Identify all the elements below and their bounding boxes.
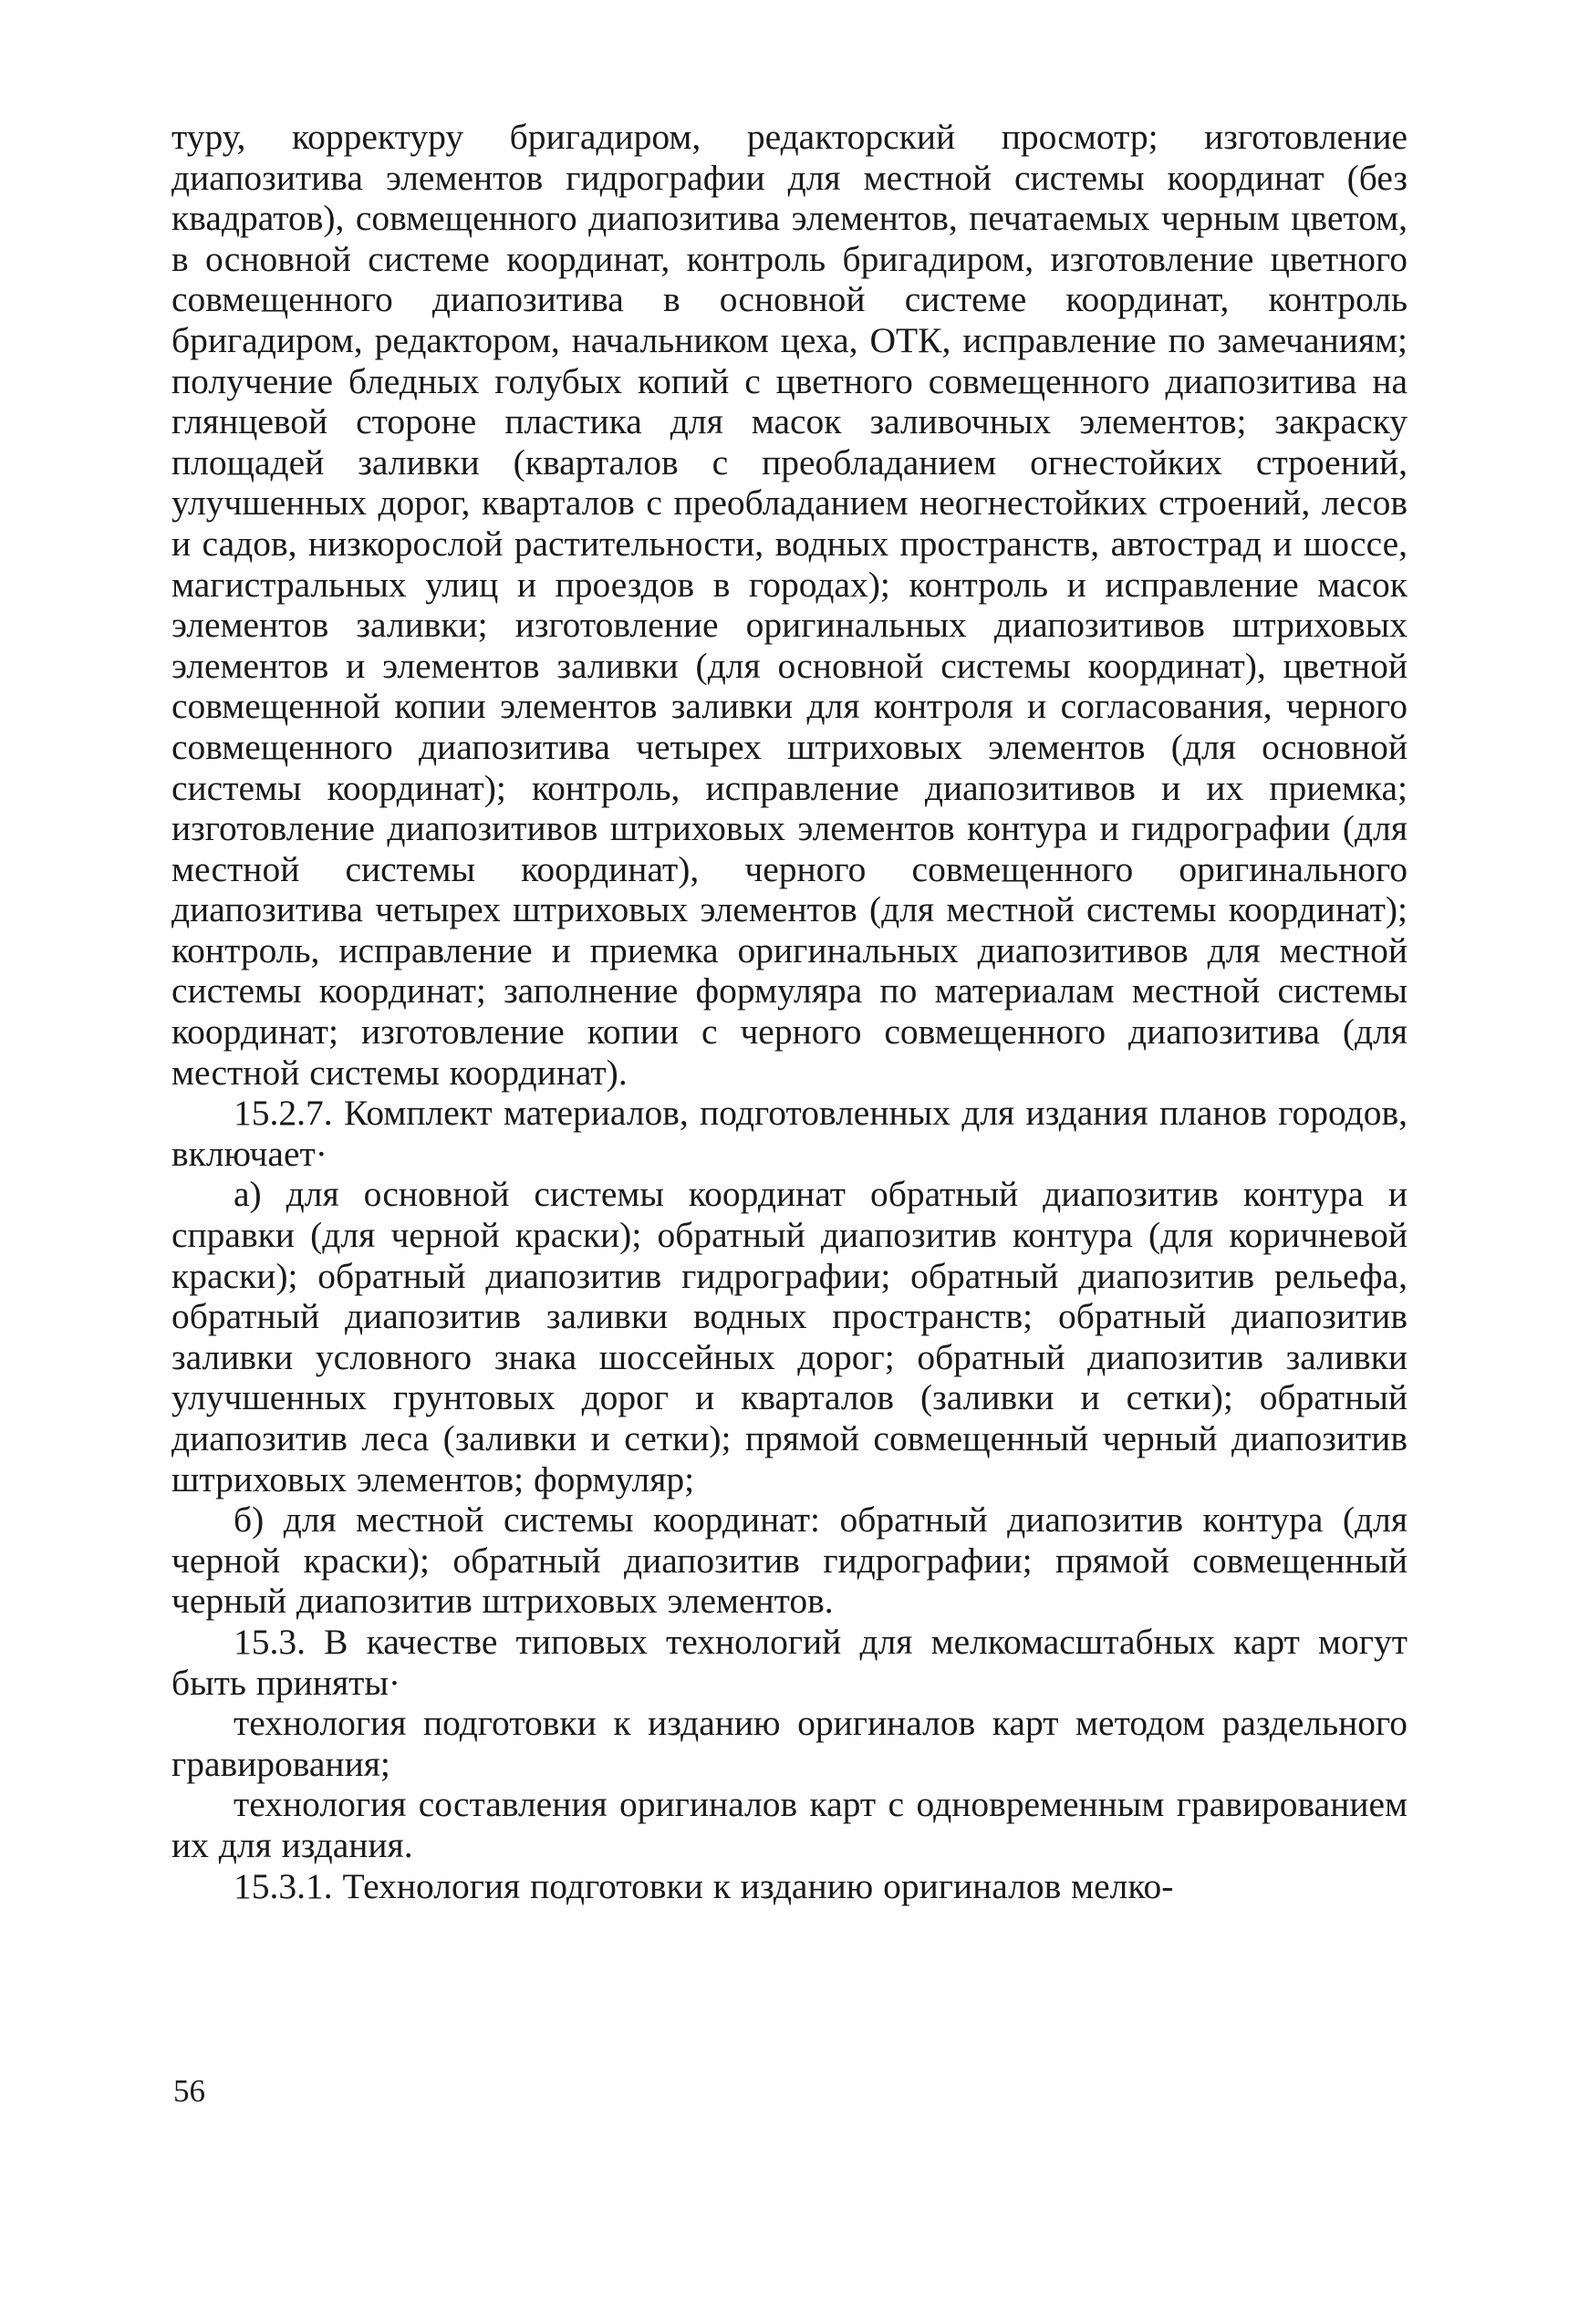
paragraph: 15.2.7. Комплект материалов, подготовленных для издания планов городов, включает· bbox=[171, 1093, 1408, 1174]
paragraph: б) для местной системы координат: обратный диапозитив контура (для черной краски); обратный диапозитив гидрографии; прямой совмещенный черный диапозитив штриховых элементов. bbox=[171, 1499, 1408, 1622]
paragraph: 15.3. В качестве типовых технологий для мелкомасштабных карт могут быть приняты· bbox=[171, 1621, 1408, 1703]
document-page bbox=[171, 117, 1408, 1906]
paragraph: туру, корректуру бригадиром, редакторский просмотр; изготовление диапозитива элементов гидрографии для местной системы координат (без квадратов), совмещенного диапозитива элементов, печатаемых черным цветом, в основной системе координат, контроль бригадиром, изготовление цветного совмещенного диапозитива в основной системе координат, контроль бригадиром, редактором, начальником цеха, ОТК, исправление по замечаниям; получение бледных голубых копий с цветного совмещенного диапозитива на глянцевой стороне пластика для масок заливочных элементов; закраску площадей заливки (кварталов с преобладанием огнестойких строений, улучшенных дорог, кварталов с преобладанием неогнестойких строений, лесов и садов, низкорослой растительности, водных пространств, автострад и шоссе, магистральных улиц и проездов в городах); контроль и исправление масок элементов заливки; изготовление оригинальных диапозитивов штриховых элементов и элементов заливки (для основной системы координат), цветной совмещенной копии элементов заливки для контроля и согласования, черного совмещенного диапозитива четырех штриховых элементов (для основной системы координат); контроль, исправление диапозитивов и их приемка; изготовление диапозитивов штриховых элементов контура и гидрографии (для местной системы координат), черного совмещенного оригинального диапозитива четырех штриховых элементов (для местной системы координат); контроль, исправление и приемка оригинальных диапозитивов для местной системы координат; заполнение формуляра по материалам местной системы координат; изготовление копии с черного совмещенного диапозитива (для местной системы координат). bbox=[171, 117, 1408, 1093]
paragraph: а) для основной системы координат обратный диапозитив контура и справки (для черной краски); обратный диапозитив контура (для коричневой краски); обратный диапозитив гидрографии; обратный диапозитив рельефа, обратный диапозитив заливки водных пространств; обратный диапозитив заливки условного знака шоссейных дорог; обратный диапозитив заливки улучшенных грунтовых дорог и кварталов (заливки и сетки); обратный диапозитив леса (заливки и сетки); прямой совмещенный черный диапозитив штриховых элементов; формуляр; bbox=[171, 1174, 1408, 1499]
paragraph: технология подготовки к изданию оригиналов карт методом раздельного гравирования; bbox=[171, 1703, 1408, 1784]
paragraph: технология составления оригиналов карт с одновременным гравированием их для издания. bbox=[171, 1784, 1408, 1865]
paragraph: 15.3.1. Технология подготовки к изданию оригиналов мелко- bbox=[234, 1865, 1174, 1906]
page-number: 56 bbox=[173, 2073, 205, 2109]
